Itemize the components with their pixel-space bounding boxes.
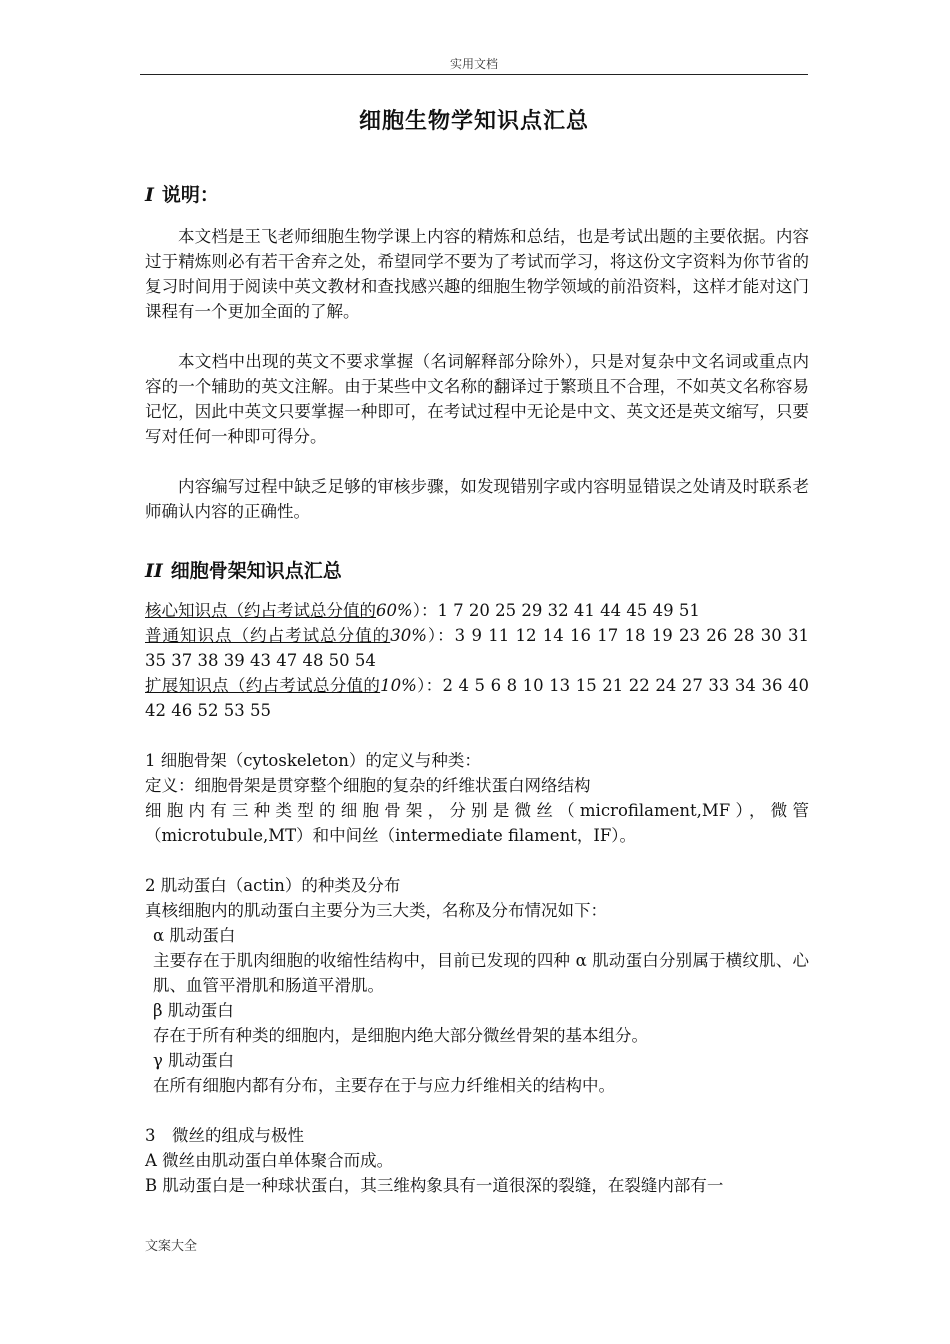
item3-title: 3 微丝的组成与极性 bbox=[145, 1126, 304, 1145]
item1-types-line1: 细胞内有三种类型的细胞骨架，分别是微丝（microfilament,MF），微管 bbox=[145, 801, 809, 820]
extended-percent: 10% bbox=[380, 676, 417, 695]
normal-items: ）：3 9 11 12 14 16 17 18 19 23 26 28 30 31 bbox=[426, 626, 809, 645]
item3-b: B 肌动蛋白是一种球状蛋白，其三维构象具有一道很深的裂缝，在裂缝内部有一 bbox=[145, 1176, 724, 1195]
page-footer: 文案大全 bbox=[145, 1239, 198, 1254]
section1-title: 说明： bbox=[161, 184, 219, 206]
extended-items: ）：2 4 5 6 8 10 13 15 21 22 24 27 33 34 36 40 bbox=[416, 676, 810, 695]
item1-types-line2: （microtubule,MT）和中间丝（intermediate filament，IF）。 bbox=[145, 826, 637, 845]
item2-gamma-desc: 在所有细胞内都有分布，主要存在于与应力纤维相关的结构中。 bbox=[153, 1076, 615, 1095]
section1-paragraph-1: 本文档是王飞老师细胞生物学课上内容的精炼和总结，也是考试出题的主要依据。内容过于精炼则必有若干舍弃之处，希望同学不要为了考试而学习，将这份文字资料为你节省的复习时间用于阅读中英文教材和查找感兴趣的细胞生物学领域的前沿资料，这样才能对这门课程有一个更加全面的了解。 bbox=[145, 227, 809, 321]
section1-paragraph-2: 本文档中出现的英文不要求掌握（名词解释部分除外），只是对复杂中文名词或重点内容的一个辅助的英文注解。由于某些中文名称的翻译过于繁琐且不合理，不如英文名称容易记忆，因此中英文只要掌握一种即可，在考试过程中无论是中文、英文还是英文缩写，只要写对任何一种即可得分。 bbox=[145, 352, 809, 446]
section2-title: 细胞骨架知识点汇总 bbox=[170, 560, 342, 582]
core-items: ）：1 7 20 25 29 32 41 44 45 49 51 bbox=[412, 601, 700, 620]
core-label: 核心知识点（约占考试总分值的 bbox=[145, 601, 376, 620]
normal-items-cont: 35 37 38 39 43 47 48 50 54 bbox=[145, 651, 376, 670]
page-header bbox=[140, 56, 808, 75]
document-title: 细胞生物学知识点汇总 bbox=[358, 108, 589, 134]
core-knowledge-points bbox=[145, 598, 809, 623]
core-percent: 60% bbox=[376, 601, 413, 620]
item1-title: 1 细胞骨架（cytoskeleton）的定义与种类： bbox=[145, 751, 481, 770]
normal-knowledge-points bbox=[145, 623, 809, 648]
item1-definition: 定义：细胞骨架是贯穿整个细胞的复杂的纤维状蛋白网络结构 bbox=[145, 776, 591, 795]
normal-label: 普通知识点（约占考试总分值的 bbox=[145, 626, 391, 645]
normal-percent: 30% bbox=[390, 626, 427, 645]
item2-title: 2 肌动蛋白（actin）的种类及分布 bbox=[145, 876, 401, 895]
section1-number: I bbox=[145, 184, 154, 206]
section2-number: II bbox=[145, 560, 163, 582]
section1-heading bbox=[145, 180, 809, 210]
item3-a: A 微丝由肌动蛋白单体聚合而成。 bbox=[145, 1151, 394, 1170]
section2-heading bbox=[145, 556, 809, 586]
item2-alpha: α 肌动蛋白 bbox=[153, 926, 236, 945]
item2-beta-desc: 存在于所有种类的细胞内，是细胞内绝大部分微丝骨架的基本组分。 bbox=[153, 1026, 648, 1045]
item2-beta: β 肌动蛋白 bbox=[153, 1001, 234, 1020]
header-text: 实用文档 bbox=[449, 57, 498, 71]
extended-items-cont: 42 46 52 53 55 bbox=[145, 701, 271, 720]
item2-intro: 真核细胞内的肌动蛋白主要分为三大类，名称及分布情况如下： bbox=[145, 901, 607, 920]
document-body bbox=[145, 180, 809, 1198]
extended-knowledge-points bbox=[145, 673, 809, 698]
extended-label: 扩展知识点（约占考试总分值的 bbox=[145, 676, 381, 695]
item2-alpha-desc: 主要存在于肌肉细胞的收缩性结构中，目前已发现的四种 α 肌动蛋白分别属于横纹肌、心肌、血管平滑肌和肠道平滑肌。 bbox=[153, 951, 809, 995]
item2-gamma: γ 肌动蛋白 bbox=[153, 1051, 235, 1070]
section1-paragraph-3: 内容编写过程中缺乏足够的审核步骤，如发现错别字或内容明显错误之处请及时联系老师确认内容的正确性。 bbox=[145, 477, 809, 521]
